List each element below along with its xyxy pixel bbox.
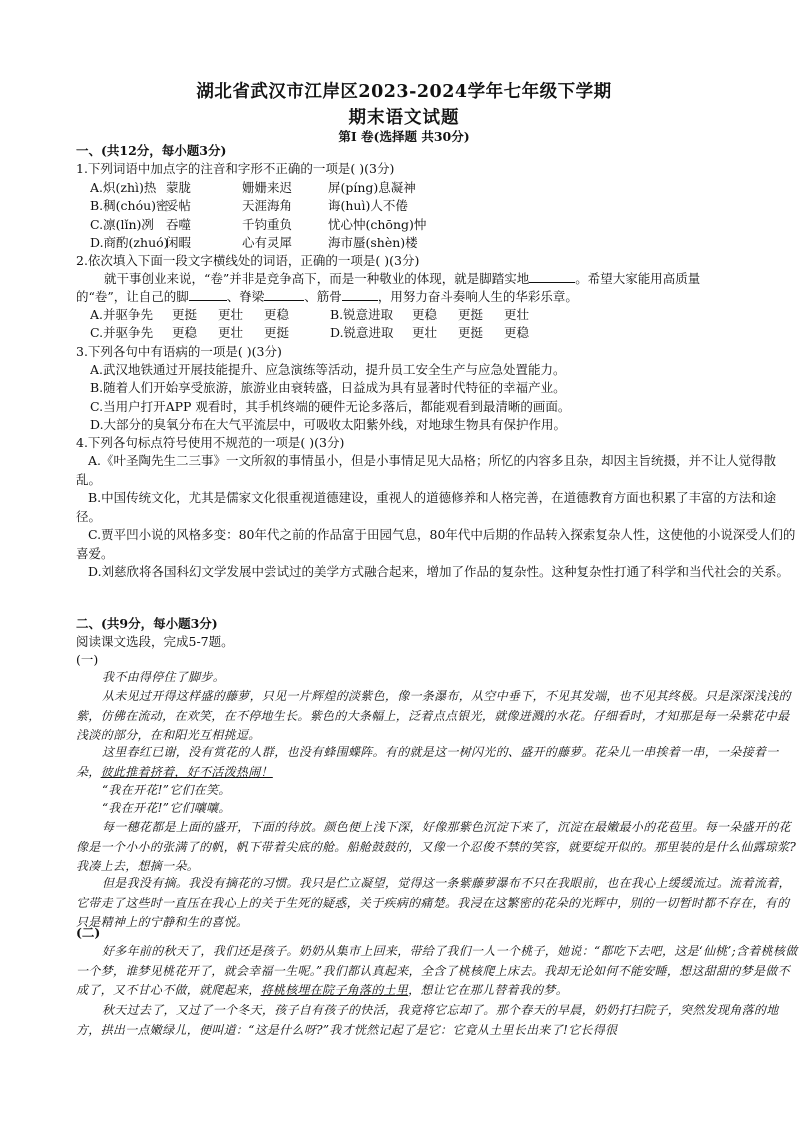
- q2-option-cell: 更挺: [264, 325, 290, 340]
- passage1-para6: 每一穗花都是上面的盛开，下面的待放。颜色便上浅下深，好像那紫色沉淀下来了，沉淀在最嫩最小的花苞里。每一朵盛开的花像是一个小小的张满了的帆，帆下带着尖底的舱。船舱鼓鼓的，又像一个忍俊不禁的笑容，就要绽开似的。那里装的是什么仙露琼浆?我凑上去，想摘一朵。: [76, 820, 797, 873]
- q2-option-cell: 更稳: [412, 307, 438, 322]
- passage1-para4: “我在开花!”它们在笑。: [102, 783, 231, 797]
- q1-option-cell: 诲(huì)人不倦: [328, 198, 408, 214]
- q1-option-cell: 吞噬: [166, 216, 192, 232]
- q2-option-cell: 更稳: [172, 325, 198, 340]
- q2-option-cell: 更稳: [264, 307, 290, 322]
- q1-option-cell: D.商酌(zhuó): [90, 234, 169, 250]
- q1-option-cell: 蒙胧: [166, 180, 192, 195]
- q2-option-cell: 更壮: [412, 325, 438, 340]
- q2-option-cell: 更挺: [172, 307, 198, 322]
- q1-option-cell: 屏(píng)息凝神: [328, 180, 416, 195]
- section2-label: (二): [76, 925, 101, 940]
- q1-option-cell: 海市蜃(shèn)楼: [328, 234, 418, 250]
- q2-option-cell: 更壮: [218, 325, 244, 340]
- q2-option-row: [90, 306, 798, 324]
- q1-stem: 1.下列词语中加点字的注音和字形不正确的一项是( )(3分): [76, 161, 395, 176]
- q1-option-cell: C.凛(lǐn)冽: [90, 216, 154, 232]
- part1-heading: 一、(共12分，每小题3分): [76, 143, 227, 158]
- underlined-phrase-2: 将桃核埋在院子角落的土里: [260, 983, 409, 997]
- q1-option-row: [90, 179, 798, 197]
- passage1-para5: “我在开花!”它们嚷嚷。: [102, 801, 231, 815]
- q1-option-cell: 妥帖: [166, 198, 192, 214]
- q4-option-b: B.中国传统文化，尤其是儒家文化很重视道德建设，重视人的道德修养和人格完善，在道德教育方面也积累了丰富的方法和途径。: [76, 490, 777, 524]
- q2-option-cell: D.锐意进取: [330, 325, 394, 340]
- q1-option-row: [90, 216, 798, 234]
- q3-option: A.武汉地铁通过开展技能提升、应急演练等活动，提升员工安全生产与应急处置能力。: [90, 362, 566, 377]
- q1-option-cell: 忧心忡(chōng)忡: [328, 216, 427, 232]
- q2-option-cell: 更壮: [504, 307, 530, 322]
- q4-option-c: C.贾平凹小说的风格多变：80年代之前的作品富于田园气息，80年代中后期的作品转入探索复杂人性，这使他的小说深受人们的喜爱。: [76, 527, 796, 561]
- q2-option-cell: 更壮: [218, 307, 244, 322]
- q2-paragraph-line1: 就干事创业来说，“卷”并非是竞争高下，而是一种敬业的体现，就是脚踏实地 。希望大家能用高质量: [104, 271, 701, 286]
- q1-option-cell: 心有灵犀: [242, 234, 293, 250]
- q3-option: B.随着人们开始享受旅游，旅游业由衰转盛，日益成为具有显著时代特征的幸福产业。: [90, 380, 566, 396]
- q1-option-cell: 天涯海角: [242, 198, 293, 214]
- passage1-para1: 我不由得停住了脚步。: [102, 670, 226, 684]
- q2-paragraph-line2: 的“卷”，让自己的脚 、脊梁 、筋骨 ，用努力奋斗奏响人生的华彩乐章。: [76, 289, 578, 304]
- section1-label: (一): [76, 652, 99, 667]
- q4-option-a: A.《叶圣陶先生二三事》一文所叙的事情虽小，但是小事情足见大品格；所忆的内容多且杂，却因主旨统摄，并不让人觉得散乱。: [76, 453, 777, 487]
- q1-option-cell: 千钧重负: [242, 216, 293, 232]
- q2-option-cell: C.并驱争先: [90, 325, 154, 340]
- passage1-para3: 这里春红已谢，没有赏花的人群，也没有蜂围蝶阵。有的就是这一树闪光的、盛开的藤萝。花朵儿一串挨着一串，一朵接着一朵，彼此推着挤着，好不活泼热闹！: [76, 745, 779, 779]
- q3-stem: 3.下列各句中有语病的一项是( )(3分): [76, 344, 282, 359]
- q2-option-row: [90, 324, 798, 342]
- q1-option-cell: 闲暇: [166, 234, 192, 250]
- part2-heading: 二、(共9分，每小题3分): [76, 616, 218, 631]
- q3-option: C.当用户打开APP 观看时，其手机终端的硬件无论多落后，都能观看到最清晰的画面。: [90, 398, 571, 414]
- q2-option-cell: 更挺: [458, 307, 484, 322]
- q2-option-cell: B.锐意进取: [330, 307, 394, 322]
- q2-option-cell: 更稳: [504, 325, 530, 340]
- q1-option-row: [90, 197, 798, 215]
- exam-subtitle: 期末语文试题: [348, 108, 460, 128]
- passage1-para2: 从未见过开得这样盛的藤萝，只见一片辉煌的淡紫色，像一条瀑布，从空中垂下，不见其发端，也不见其终极。只是深深浅浅的紫，仿佛在流动，在欢笑，在不停地生长。紫色的大条幅上，泛着点点银光，就像迸溅的水花。仔细看时，才知那是每一朵紫花中最浅淡的部分，在和阳光互相挑逗。: [76, 689, 791, 742]
- q2-stem: 2.依次填入下面一段文字横线处的词语，正确的一项是( )(3分): [76, 253, 420, 268]
- q1-option-cell: B.稠(chóu)密: [90, 198, 169, 214]
- q2-option-cell: A.并驱争先: [90, 307, 154, 322]
- underlined-phrase-1: 彼此推着挤着，好不活泼热闹！: [100, 764, 273, 779]
- passage1-para7: 但是我没有摘。我没有摘花的习惯。我只是伫立凝望，觉得这一条紫藤萝瀑布不只在我眼前，也在我心上缓缓流过。流着流着，它带走了这些时一直压在我心上的关于生死的疑惑，关于疾病的痛楚。我浸在这繁密的花朵的光辉中，别的一切暂时都不存在，有的只是精神上的宁静和生的喜悦。: [76, 876, 791, 929]
- q4-option-d: D.刘慈欣将各国科幻文学发展中尝试过的美学方式融合起来，增加了作品的复杂性。这种复杂性打通了科学和当代社会的关系。: [88, 564, 790, 579]
- q1-option-cell: 姗姗来迟: [242, 180, 293, 195]
- q1-option-cell: A.炽(zhì)热: [90, 180, 157, 195]
- q4-stem: 4.下列各句标点符号使用不规范的一项是( )(3分): [76, 435, 345, 450]
- part2-intro: 阅读课文选段，完成5-7题。: [76, 634, 234, 649]
- passage2-para2: 秋天过去了，又过了一个冬天，孩子自有孩子的快活，我竟将它忘却了。那个春天的早晨，奶奶打扫院子，突然发现角落的地方，拱出一点嫩绿儿，便叫道：“这是什么呀?”我才恍然记起了是它：它竟从土里长出来了!它长得很: [76, 1003, 779, 1037]
- exam-title: 湖北省武汉市江岸区2023-2024学年七年级下学期: [196, 82, 612, 102]
- passage2-para1: 好多年前的秋天了，我们还是孩子。奶奶从集市上回来，带给了我们一人一个桃子，她说：“都吃下去吧，这是‘仙桃’;含着桃核做一个梦，谁梦见桃花开了，就会幸福一生呢。”我们都认真起来，全含了桃核爬上床去。我却无论如何不能安睡，想这甜甜的梦是做不成了，又不甘心不做，就爬起来，将桃核埋在院子角落的土里，想让它在那儿替着我的梦。: [76, 944, 798, 997]
- q1-option-row: [90, 234, 798, 252]
- q2-option-cell: 更挺: [458, 325, 484, 340]
- volume-heading: 第I 卷(选择题 共30分): [338, 129, 470, 144]
- q3-option: D.大部分的臭氧分布在大气平流层中，可吸收太阳紫外线，对地球生物具有保护作用。: [90, 416, 567, 432]
